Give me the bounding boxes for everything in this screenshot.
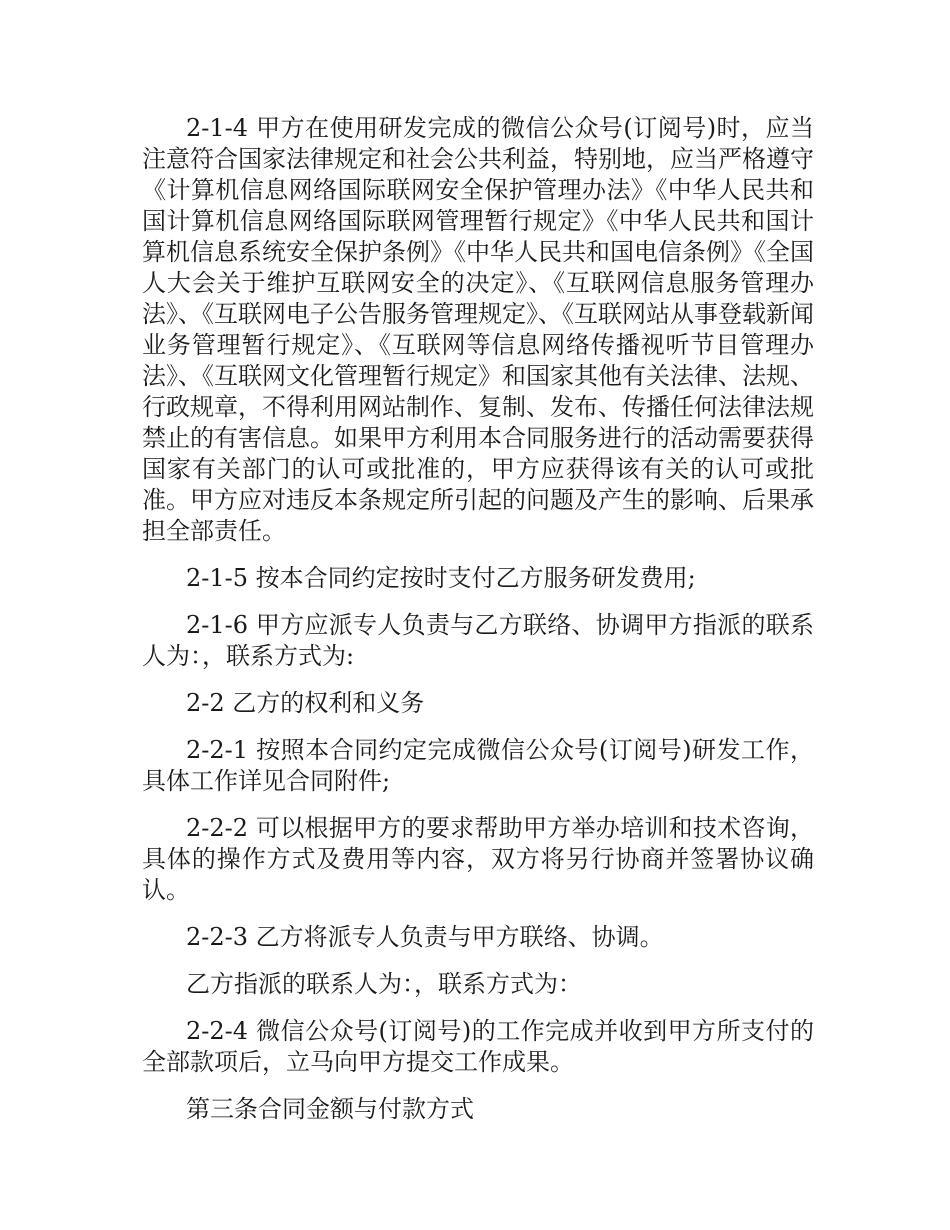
clause-2-1-6: 2-1-6 甲方应派专人负责与乙方联络、协调甲方指派的联系人为：，联系方式为: xyxy=(142,611,814,670)
clause-2-2-1: 2-2-1 按照本合同约定完成微信公众号(订阅号)研发工作，具体工作详见合同附件; xyxy=(142,736,814,795)
clause-2-2-4: 2-2-4 微信公众号(订阅号)的工作完成并收到甲方所支付的全部款项后，立马向甲方提交工作成果。 xyxy=(142,1017,814,1076)
party-b-contact: 乙方指派的联系人为：，联系方式为： xyxy=(186,970,582,998)
clause-2-2-2: 2-2-2 可以根据甲方的要求帮助甲方举办培训和技术咨询，具体的操作方式及费用等内容，双方将另行协商并签署协议确认。 xyxy=(142,814,814,904)
clause-2-1-5: 2-1-5 按本合同约定按时支付乙方服务研发费用; xyxy=(186,564,696,592)
document-page xyxy=(142,113,814,1141)
clause-2-2-3: 2-2-3 乙方将派专人负责与甲方联络、协调。 xyxy=(186,923,664,951)
section-2-2-heading: 2-2 乙方的权利和义务 xyxy=(186,689,425,717)
article-3-heading: 第三条合同金额与付款方式 xyxy=(186,1095,474,1123)
clause-2-1-4: 2-1-4 甲方在使用研发完成的微信公众号(订阅号)时，应当注意符合国家法律规定和社会公共利益，特别地，应当严格遵守《计算机信息网络国际联网安全保护管理办法》《中华人民共和国计算机信息网络国际联网管理暂行规定》《中华人民共和国计算机信息系统安全保护条例》《中华人民共和国电信条例》《全国人大会关于维护互联网安全的决定》、《互联网信息服务管理办法》、《互联网电子公告服务管理规定》、《互联网站从事登载新闻业务管理暂行规定》、《互联网等信息网络传播视听节目管理办法》、《互联网文化管理暂行规定》和国家其他有关法律、法规、行政规章，不得利用网站制作、复制、发布、传播任何法律法规禁止的有害信息。如果甲方利用本合同服务进行的活动需要获得国家有关部门的认可或批准的，甲方应获得该有关的认可或批准。甲方应对违反本条规定所引起的问题及产生的影响、后果承担全部责任。 xyxy=(142,114,814,545)
